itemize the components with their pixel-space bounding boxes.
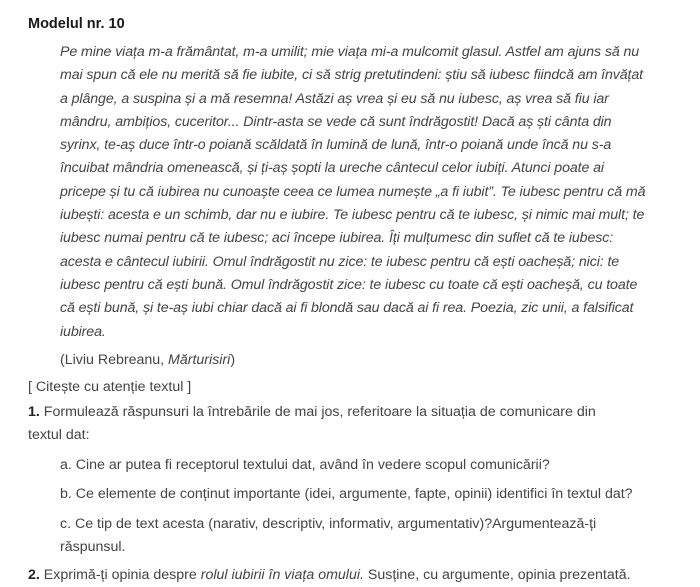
question-text-before: Exprimă-ți opinia despre [39, 566, 201, 583]
question-text: Formulează răspunsuri la întrebările de mai jos, referitoare la situația de comunicare din textul dat: [28, 403, 596, 444]
quote-paragraph: Pe mine viața m-a frământat, m-a umilit; mie viața mi-a mulcomit glasul. Astfel am ajuns să nu mai spun că ele nu merită să fie iubite, ci să strig pretutindeni: știu să iubesc fiindcă am învățat a plânge, a suspina și a mă resemna! Astăzi aș vrea și eu să nu iubesc, aș vrea să fiu iar mândru, ambițios, cuceritor... Dintr-asta se vede că sunt îndrăgostit! Dacă aș ști cânta din syrinx, te-aș duce într-o poiană scăldată în lumină de lună, într-o poiană unde încă nu s-a încuibat mândria omenească, și ți-aș șopti la ureche cântecul celor iubiți. Atunci poate ai pricepe și tu că iubirea nu cunoaște ceea ce lumea numește „a fi iubit”. Te iubesc pentru că mă iubești: acesta e un schimb, dar nu e iubire. Te iubesc pentru că te iubesc, și nimic mai mult; te iubesc numai pentru că te iubesc; aci începe iubirea. Îți mulțumesc din suflet că te iubesc: acesta e cântecul iubirii. Omul îndrăgostit nu zice: te iubesc pentru că ești oacheșă; nici: te iubesc pentru că ești bună. Omul îndrăgostit zice: te iubesc cu toate că ești oacheșă, cu toate că ești bună, și te-aș iubi chiar dacă ai fi blondă sau dacă ai fi rea. Poezia, zic unii, a falsificat iubirea. [60, 44, 646, 340]
question-number: 2. [28, 566, 40, 583]
source-close: ) [230, 351, 236, 368]
question-1 [28, 401, 618, 448]
quoted-text [60, 41, 650, 344]
reading-instruction: [ Citește cu atenție textul ] [28, 378, 192, 395]
source-work: Mărturisiri [168, 351, 231, 368]
subquestion-a: a. Cine ar putea fi receptorul textului dat, având în vedere scopul comunicării? [60, 456, 550, 473]
subquestion-c: c. Ce tip de text acesta (narativ, descriptiv, informativ, argumentativ)?Argumentează-ți răspunsul. [60, 515, 597, 556]
document [28, 14, 688, 587]
source-author: (Liviu Rebreanu, [60, 351, 169, 368]
question-text-after: Susține, cu argumente, opinia prezentată. [363, 566, 631, 583]
quote-source [60, 349, 688, 371]
question-topic: rolul iubirii în viața omului. [200, 566, 364, 583]
question-number: 1. [28, 403, 40, 420]
subquestion-b: b. Ce elemente de conținut importante (idei, argumente, fapte, opinii) identifici în textul dat? [60, 486, 633, 503]
question-2 [28, 564, 688, 587]
model-title: Modelul nr. 10 [28, 16, 125, 32]
